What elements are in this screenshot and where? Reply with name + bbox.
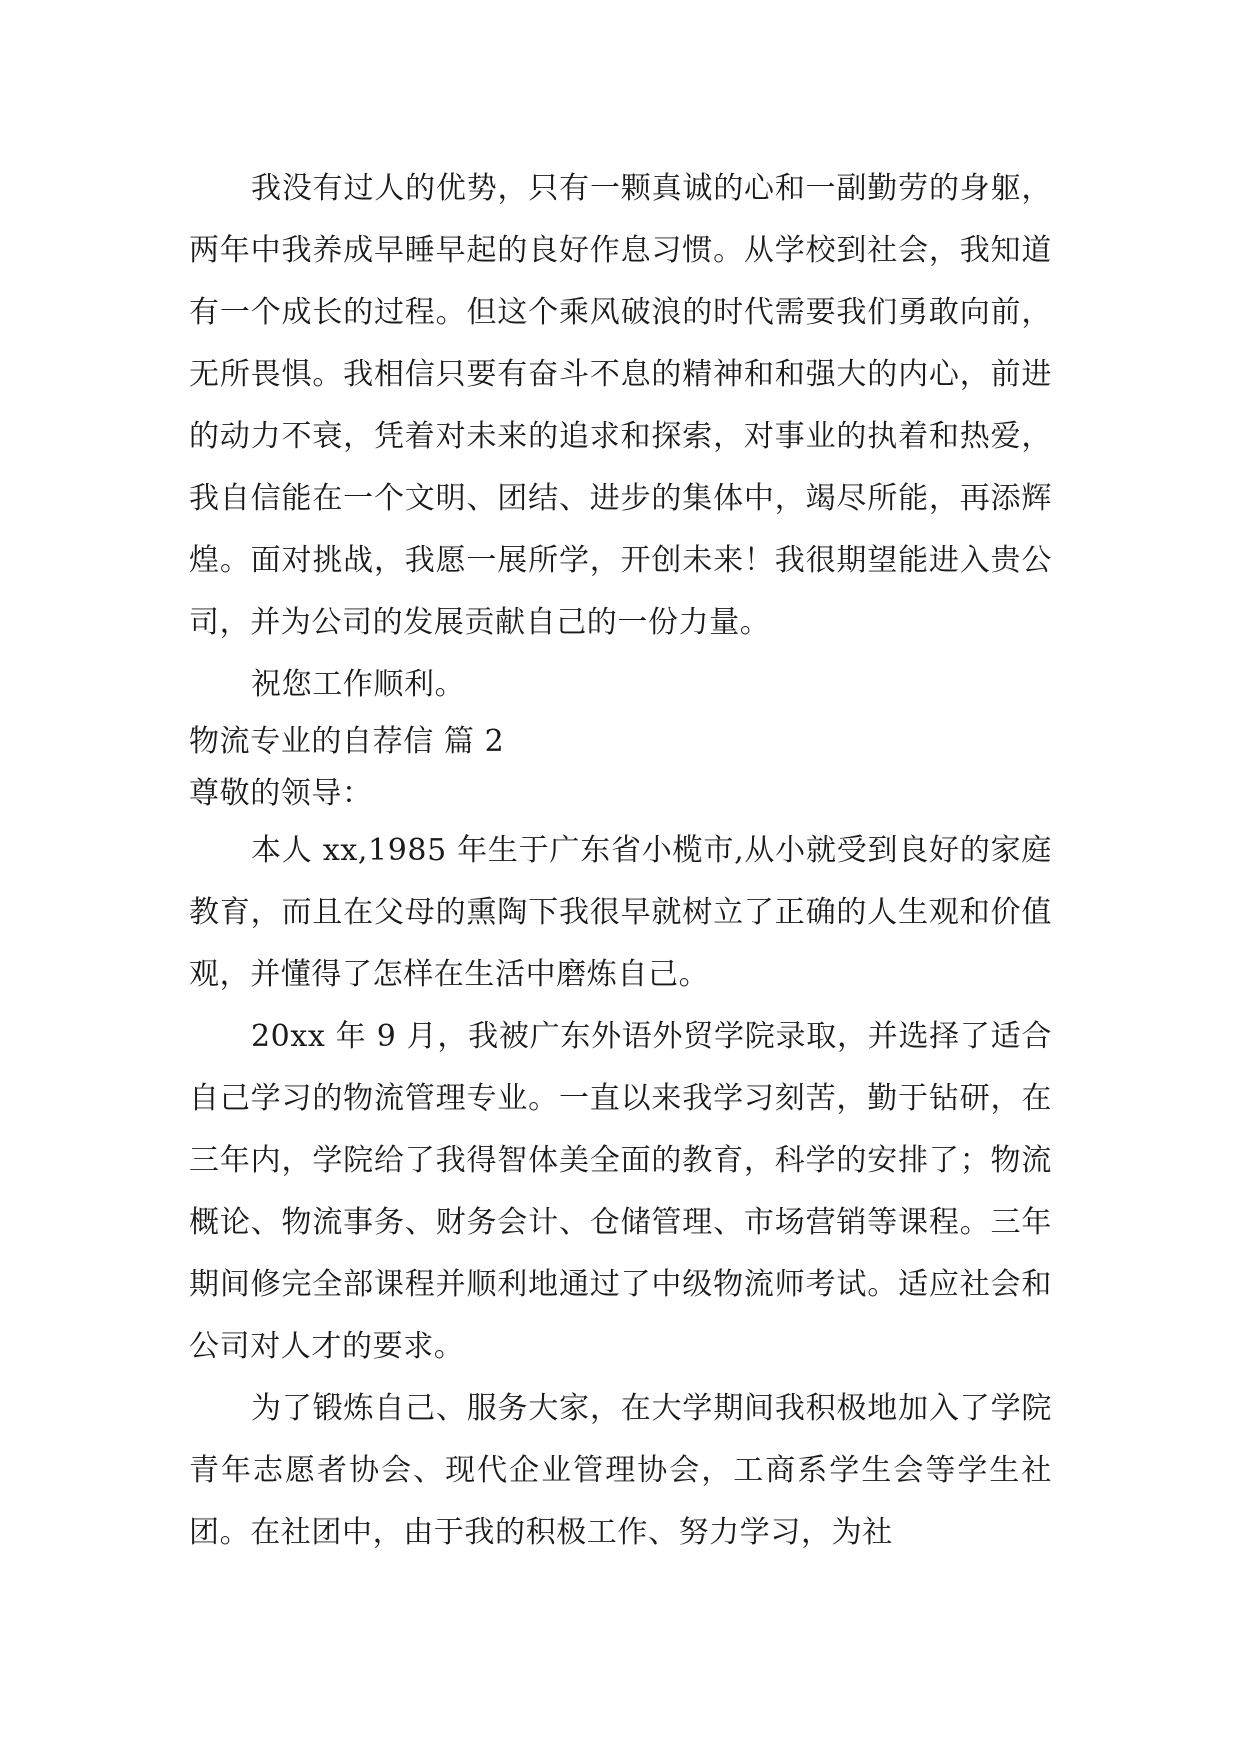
paragraph-closing: 我没有过人的优势，只有一颗真诚的心和一副勤劳的身躯，两年中我养成早睡早起的良好作息习惯。从学校到社会，我知道有一个成长的过程。但这个乘风破浪的时代需要我们勇敢向前，无所畏惧。我相信只要有奋斗不息的精神和和强大的内心，前进的动力不衰，凭着对未来的追求和探索，对事业的执着和热爱，我自信能在一个文明、团结、进步的集体中，竭尽所能，再添辉煌。面对挑战，我愿一展所学，开创未来！我很期望能进入贵公司，并为公司的发展贡献自己的一份力量。 — [189, 171, 1052, 640]
body-paragraph-2: 20xx 年 9 月，我被广东外语外贸学院录取，并选择了适合自己学习的物流管理专业。一直以来我学习刻苦，勤于钻研，在三年内，学院给了我得智体美全面的教育，科学的安排了；物流概论、物流事务、财务会计、仓储管理、市场营销等课程。三年期间修完全部课程并顺利地通过了中级物流师考试。适应社会和公司对人才的要求。 — [189, 1019, 1052, 1364]
section-title: 物流专业的自荐信 篇 2 — [189, 724, 505, 759]
salutation: 尊敬的领导： — [189, 776, 373, 811]
document-content — [189, 158, 1052, 1564]
paragraph-wishes: 祝您工作顺利。 — [251, 667, 466, 702]
body-paragraph-3: 为了锻炼自己、服务大家，在大学期间我积极地加入了学院青年志愿者协会、现代企业管理协会，工商系学生会等学生社团。在社团中，由于我的积极工作、努力学习，为社 — [189, 1391, 1052, 1550]
body-paragraph-1: 本人 xx,1985 年生于广东省小榄市,从小就受到良好的家庭教育，而且在父母的熏陶下我很早就树立了正确的人生观和价值观，并懂得了怎样在生活中磨炼自己。 — [189, 833, 1052, 992]
